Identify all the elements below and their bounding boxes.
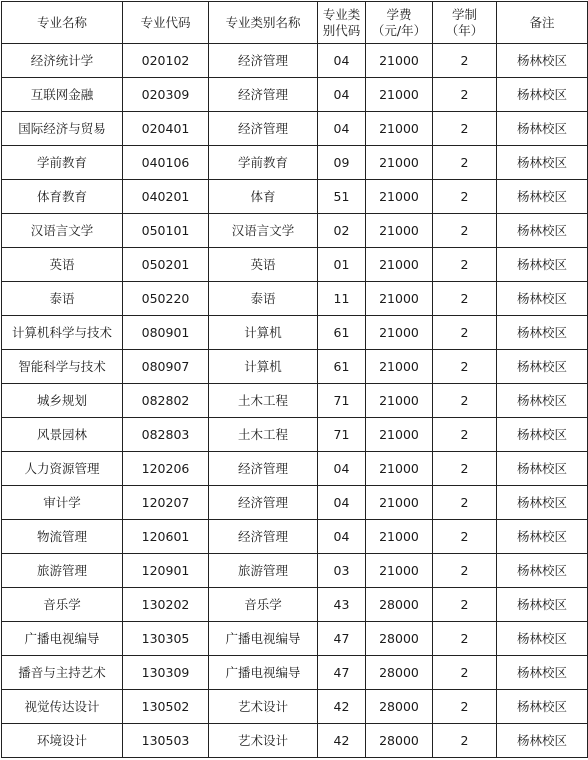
cell-major-code: 050220 bbox=[123, 282, 209, 316]
table-row bbox=[2, 452, 588, 486]
cell-tuition: 21000 bbox=[366, 384, 433, 418]
cell-category-name: 计算机 bbox=[209, 350, 318, 384]
header-line: 专业名称 bbox=[36, 14, 87, 30]
header-line: 专业类别名称 bbox=[225, 14, 301, 30]
table-row bbox=[2, 146, 588, 180]
cell-major-name: 体育教育 bbox=[2, 180, 123, 214]
cell-major-name: 国际经济与贸易 bbox=[2, 112, 123, 146]
cell-tuition: 28000 bbox=[366, 622, 433, 656]
table-row bbox=[2, 78, 588, 112]
table-row bbox=[2, 622, 588, 656]
cell-category-code: 04 bbox=[318, 520, 366, 554]
cell-duration: 2 bbox=[433, 248, 497, 282]
cell-duration: 2 bbox=[433, 350, 497, 384]
cell-remarks: 杨林校区 bbox=[497, 520, 588, 554]
cell-major-code: 130309 bbox=[123, 656, 209, 690]
cell-major-code: 020401 bbox=[123, 112, 209, 146]
cell-major-code: 020102 bbox=[123, 44, 209, 78]
cell-major-name: 旅游管理 bbox=[2, 554, 123, 588]
cell-duration: 2 bbox=[433, 588, 497, 622]
cell-major-code: 050101 bbox=[123, 214, 209, 248]
cell-remarks: 杨林校区 bbox=[497, 146, 588, 180]
cell-tuition: 21000 bbox=[366, 418, 433, 452]
cell-category-code: 04 bbox=[318, 112, 366, 146]
cell-major-code: 082803 bbox=[123, 418, 209, 452]
cell-remarks: 杨林校区 bbox=[497, 418, 588, 452]
cell-category-code: 61 bbox=[318, 316, 366, 350]
cell-tuition: 21000 bbox=[366, 350, 433, 384]
table-row bbox=[2, 656, 588, 690]
cell-category-code: 43 bbox=[318, 588, 366, 622]
cell-tuition: 21000 bbox=[366, 486, 433, 520]
cell-category-name: 艺术设计 bbox=[209, 690, 318, 724]
cell-tuition: 21000 bbox=[366, 214, 433, 248]
cell-category-code: 42 bbox=[318, 724, 366, 758]
cell-tuition: 21000 bbox=[366, 44, 433, 78]
cell-major-name: 广播电视编导 bbox=[2, 622, 123, 656]
cell-category-name: 土木工程 bbox=[209, 418, 318, 452]
cell-tuition: 21000 bbox=[366, 78, 433, 112]
header-category-name bbox=[209, 2, 318, 44]
cell-category-code: 61 bbox=[318, 350, 366, 384]
cell-remarks: 杨林校区 bbox=[497, 248, 588, 282]
cell-major-name: 视觉传达设计 bbox=[2, 690, 123, 724]
table-row bbox=[2, 418, 588, 452]
table-row bbox=[2, 486, 588, 520]
header-line: （年） bbox=[445, 22, 484, 38]
cell-major-code: 020309 bbox=[123, 78, 209, 112]
cell-major-code: 080901 bbox=[123, 316, 209, 350]
cell-major-name: 城乡规划 bbox=[2, 384, 123, 418]
cell-tuition: 28000 bbox=[366, 656, 433, 690]
cell-category-code: 04 bbox=[318, 486, 366, 520]
table-row bbox=[2, 588, 588, 622]
cell-major-code: 082802 bbox=[123, 384, 209, 418]
cell-remarks: 杨林校区 bbox=[497, 384, 588, 418]
header-row bbox=[2, 2, 588, 44]
cell-duration: 2 bbox=[433, 452, 497, 486]
cell-category-code: 04 bbox=[318, 44, 366, 78]
cell-category-name: 广播电视编导 bbox=[209, 622, 318, 656]
cell-remarks: 杨林校区 bbox=[497, 180, 588, 214]
cell-tuition: 28000 bbox=[366, 724, 433, 758]
header-major-code bbox=[123, 2, 209, 44]
header-line: 专业类 bbox=[322, 6, 361, 22]
cell-category-name: 经济管理 bbox=[209, 520, 318, 554]
table-row bbox=[2, 350, 588, 384]
cell-tuition: 28000 bbox=[366, 588, 433, 622]
cell-duration: 2 bbox=[433, 214, 497, 248]
cell-remarks: 杨林校区 bbox=[497, 44, 588, 78]
cell-remarks: 杨林校区 bbox=[497, 452, 588, 486]
cell-tuition: 21000 bbox=[366, 554, 433, 588]
table-row bbox=[2, 248, 588, 282]
cell-major-name: 物流管理 bbox=[2, 520, 123, 554]
cell-duration: 2 bbox=[433, 78, 497, 112]
cell-major-code: 040106 bbox=[123, 146, 209, 180]
cell-category-code: 04 bbox=[318, 452, 366, 486]
cell-category-name: 泰语 bbox=[209, 282, 318, 316]
cell-remarks: 杨林校区 bbox=[497, 282, 588, 316]
header-tuition bbox=[366, 2, 433, 44]
cell-duration: 2 bbox=[433, 384, 497, 418]
cell-major-name: 学前教育 bbox=[2, 146, 123, 180]
cell-major-code: 120601 bbox=[123, 520, 209, 554]
cell-category-name: 经济管理 bbox=[209, 452, 318, 486]
cell-remarks: 杨林校区 bbox=[497, 622, 588, 656]
cell-major-code: 130202 bbox=[123, 588, 209, 622]
cell-major-code: 050201 bbox=[123, 248, 209, 282]
cell-major-name: 播音与主持艺术 bbox=[2, 656, 123, 690]
cell-major-name: 人力资源管理 bbox=[2, 452, 123, 486]
cell-category-name: 经济管理 bbox=[209, 486, 318, 520]
header-major-name bbox=[2, 2, 123, 44]
cell-category-code: 01 bbox=[318, 248, 366, 282]
cell-category-code: 47 bbox=[318, 622, 366, 656]
cell-category-code: 11 bbox=[318, 282, 366, 316]
cell-remarks: 杨林校区 bbox=[497, 214, 588, 248]
cell-category-name: 学前教育 bbox=[209, 146, 318, 180]
cell-category-code: 03 bbox=[318, 554, 366, 588]
cell-category-name: 计算机 bbox=[209, 316, 318, 350]
cell-duration: 2 bbox=[433, 656, 497, 690]
cell-category-name: 艺术设计 bbox=[209, 724, 318, 758]
cell-category-code: 02 bbox=[318, 214, 366, 248]
cell-duration: 2 bbox=[433, 180, 497, 214]
cell-major-code: 080907 bbox=[123, 350, 209, 384]
cell-major-code: 130503 bbox=[123, 724, 209, 758]
cell-category-name: 经济管理 bbox=[209, 78, 318, 112]
cell-category-name: 经济管理 bbox=[209, 44, 318, 78]
table-row bbox=[2, 384, 588, 418]
cell-major-name: 环境设计 bbox=[2, 724, 123, 758]
cell-duration: 2 bbox=[433, 112, 497, 146]
header-duration bbox=[433, 2, 497, 44]
table-row bbox=[2, 214, 588, 248]
cell-category-code: 71 bbox=[318, 418, 366, 452]
cell-category-code: 71 bbox=[318, 384, 366, 418]
cell-major-code: 130502 bbox=[123, 690, 209, 724]
cell-duration: 2 bbox=[433, 724, 497, 758]
cell-remarks: 杨林校区 bbox=[497, 690, 588, 724]
header-line: 学费 bbox=[386, 6, 412, 22]
cell-tuition: 21000 bbox=[366, 146, 433, 180]
cell-major-name: 计算机科学与技术 bbox=[2, 316, 123, 350]
cell-major-name: 审计学 bbox=[2, 486, 123, 520]
table-row bbox=[2, 44, 588, 78]
cell-tuition: 21000 bbox=[366, 112, 433, 146]
header-remarks bbox=[497, 2, 588, 44]
cell-category-code: 42 bbox=[318, 690, 366, 724]
cell-duration: 2 bbox=[433, 316, 497, 350]
cell-duration: 2 bbox=[433, 486, 497, 520]
cell-major-name: 互联网金融 bbox=[2, 78, 123, 112]
table-row bbox=[2, 520, 588, 554]
cell-remarks: 杨林校区 bbox=[497, 724, 588, 758]
cell-duration: 2 bbox=[433, 282, 497, 316]
cell-duration: 2 bbox=[433, 622, 497, 656]
cell-category-code: 09 bbox=[318, 146, 366, 180]
cell-duration: 2 bbox=[433, 690, 497, 724]
cell-tuition: 21000 bbox=[366, 248, 433, 282]
cell-major-name: 泰语 bbox=[2, 282, 123, 316]
cell-major-code: 120206 bbox=[123, 452, 209, 486]
table-row bbox=[2, 282, 588, 316]
header-category-code bbox=[318, 2, 366, 44]
cell-major-code: 130305 bbox=[123, 622, 209, 656]
cell-duration: 2 bbox=[433, 520, 497, 554]
majors-table bbox=[1, 1, 588, 758]
cell-tuition: 21000 bbox=[366, 282, 433, 316]
cell-major-name: 经济统计学 bbox=[2, 44, 123, 78]
table-row bbox=[2, 724, 588, 758]
cell-duration: 2 bbox=[433, 146, 497, 180]
cell-tuition: 21000 bbox=[366, 452, 433, 486]
cell-tuition: 21000 bbox=[366, 520, 433, 554]
cell-category-name: 广播电视编导 bbox=[209, 656, 318, 690]
cell-major-name: 智能科学与技术 bbox=[2, 350, 123, 384]
cell-category-name: 音乐学 bbox=[209, 588, 318, 622]
cell-major-name: 音乐学 bbox=[2, 588, 123, 622]
cell-remarks: 杨林校区 bbox=[497, 588, 588, 622]
header-line: 学制 bbox=[451, 6, 477, 22]
table-row bbox=[2, 690, 588, 724]
cell-tuition: 21000 bbox=[366, 180, 433, 214]
cell-remarks: 杨林校区 bbox=[497, 554, 588, 588]
cell-remarks: 杨林校区 bbox=[497, 78, 588, 112]
cell-category-name: 土木工程 bbox=[209, 384, 318, 418]
header-line: 专业代码 bbox=[140, 14, 191, 30]
cell-category-name: 旅游管理 bbox=[209, 554, 318, 588]
table-row bbox=[2, 180, 588, 214]
cell-category-name: 体育 bbox=[209, 180, 318, 214]
cell-major-code: 120207 bbox=[123, 486, 209, 520]
cell-remarks: 杨林校区 bbox=[497, 350, 588, 384]
cell-remarks: 杨林校区 bbox=[497, 656, 588, 690]
cell-major-name: 风景园林 bbox=[2, 418, 123, 452]
cell-major-name: 汉语言文学 bbox=[2, 214, 123, 248]
table-row bbox=[2, 554, 588, 588]
table-row bbox=[2, 316, 588, 350]
cell-remarks: 杨林校区 bbox=[497, 112, 588, 146]
cell-category-code: 04 bbox=[318, 78, 366, 112]
cell-category-name: 英语 bbox=[209, 248, 318, 282]
cell-category-name: 汉语言文学 bbox=[209, 214, 318, 248]
cell-remarks: 杨林校区 bbox=[497, 316, 588, 350]
cell-category-name: 经济管理 bbox=[209, 112, 318, 146]
cell-category-code: 47 bbox=[318, 656, 366, 690]
cell-duration: 2 bbox=[433, 418, 497, 452]
cell-duration: 2 bbox=[433, 554, 497, 588]
cell-major-code: 040201 bbox=[123, 180, 209, 214]
table-row bbox=[2, 112, 588, 146]
cell-major-code: 120901 bbox=[123, 554, 209, 588]
header-line: 备注 bbox=[529, 14, 555, 30]
cell-category-code: 51 bbox=[318, 180, 366, 214]
table-body bbox=[2, 44, 588, 758]
cell-tuition: 21000 bbox=[366, 316, 433, 350]
header-line: （元/年） bbox=[371, 22, 427, 38]
header-line: 别代码 bbox=[322, 22, 361, 38]
cell-duration: 2 bbox=[433, 44, 497, 78]
cell-tuition: 28000 bbox=[366, 690, 433, 724]
cell-remarks: 杨林校区 bbox=[497, 486, 588, 520]
cell-major-name: 英语 bbox=[2, 248, 123, 282]
